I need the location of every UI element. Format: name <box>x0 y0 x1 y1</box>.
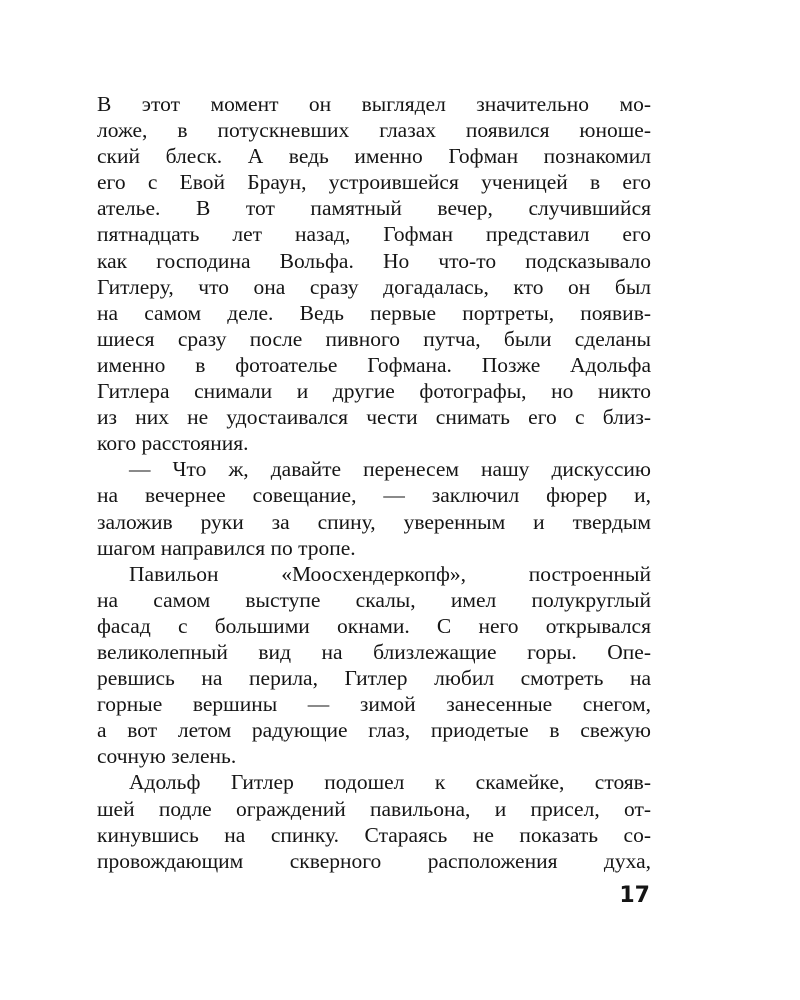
text-line: В этот момент он выглядел значительно мо- <box>97 92 651 116</box>
text-line: фасад с большими окнами. С него открывался <box>97 613 651 638</box>
text-line: шагом направился по тропе. <box>97 535 356 560</box>
text-line: провождающим скверного расположения духа, <box>97 848 651 873</box>
text-line: Гитлеру, что она сразу догадалась, кто он был <box>97 274 651 299</box>
text-line: Адольф Гитлер подошел к скамейке, стояв- <box>129 770 651 795</box>
text-line: шей подле ограждений павильона, и присел, от- <box>97 796 651 821</box>
text-line: заложив руки за спину, уверенным и твердым <box>97 509 651 534</box>
text-line: кого расстояния. <box>97 431 249 456</box>
text-line: кинувшись на спинку. Стараясь не показать со- <box>97 822 651 847</box>
text-line: из них не удостаивался чести снимать его с близ- <box>97 405 651 430</box>
text-line: сочную зелень. <box>97 744 237 769</box>
text-line: горные вершины — зимой занесенные снегом, <box>97 692 651 717</box>
text-line: Павильон «Моосхендеркопф», построенный <box>129 561 651 586</box>
text-line: Гитлера снимали и другие фотографы, но никто <box>97 379 651 404</box>
text-line: его с Евой Браун, устроившейся ученицей в его <box>97 170 651 195</box>
text-line: как господина Вольфа. Но что-то подсказывало <box>97 248 651 273</box>
text-line: ложе, в потускневших глазах появился юноше- <box>97 118 651 143</box>
text-line: на самом выступе скалы, имел полукруглый <box>97 587 651 612</box>
text-line: великолепный вид на близлежащие горы. Опе- <box>97 639 651 664</box>
text-line: шиеся сразу после пивного путча, были сделаны <box>97 326 651 351</box>
text-line: на самом деле. Ведь первые портреты, появив- <box>97 300 651 325</box>
page-number: 17 <box>619 883 650 908</box>
text-line: именно в фотоателье Гофмана. Позже Адольфа <box>97 352 651 377</box>
text-line: ателье. В тот памятный вечер, случившийся <box>97 196 651 221</box>
text-line: пятнадцать лет назад, Гофман представил его <box>97 222 651 247</box>
text-line: ский блеск. А ведь именно Гофман познакомил <box>97 144 651 169</box>
text-line: ревшись на перила, Гитлер любил смотреть на <box>97 666 651 691</box>
text-line: на вечернее совещание, — заключил фюрер и, <box>97 483 651 508</box>
text-line: а вот летом радующие глаз, приодетые в свежую <box>97 718 651 743</box>
body-text <box>97 91 651 874</box>
text-line: — Что ж, давайте перенесем нашу дискуссию <box>129 457 651 482</box>
